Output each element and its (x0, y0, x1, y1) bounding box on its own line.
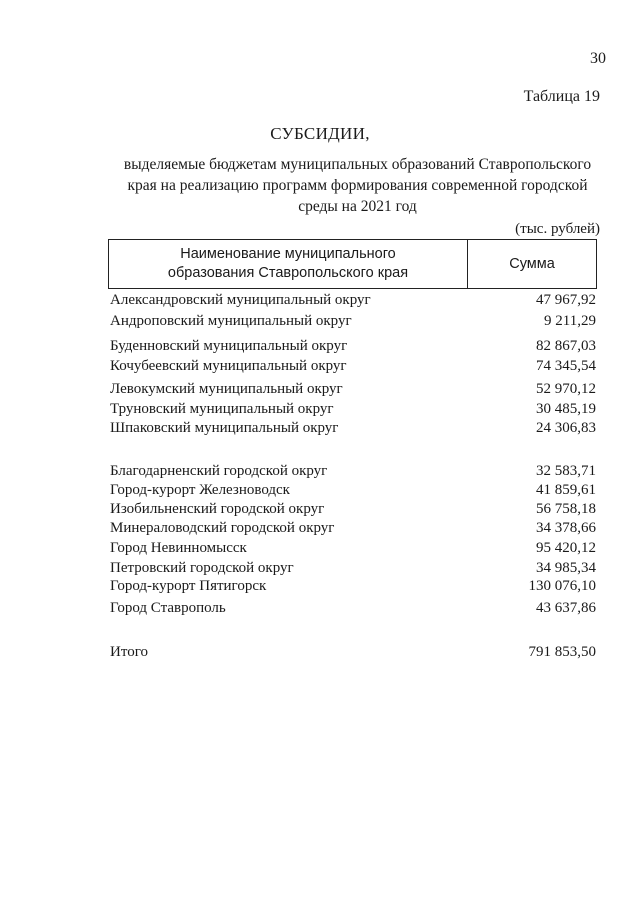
row-amount: 47 967,92 (536, 292, 596, 308)
row-name: Город-курорт Железноводск (110, 482, 290, 498)
row-name: Труновский муниципальный округ (110, 401, 334, 417)
row-amount: 95 420,12 (536, 540, 596, 556)
header-name-line2: образования Ставропольского края (167, 265, 409, 281)
table-label: Таблица 19 (523, 88, 600, 105)
table-row (110, 380, 596, 398)
table-row (110, 577, 596, 595)
row-amount: 52 970,12 (536, 381, 596, 397)
total-label: Итого (110, 644, 148, 660)
table-row (110, 462, 596, 480)
row-amount: 30 485,19 (536, 401, 596, 417)
row-name: Изобильненский городской округ (110, 501, 325, 517)
row-amount: 56 758,18 (536, 501, 596, 517)
table-row (110, 599, 596, 617)
header-sum-cell: Сумма (509, 256, 555, 272)
total-amount: 791 853,50 (528, 644, 596, 660)
document-title: СУБСИДИИ, (270, 124, 370, 143)
row-amount: 130 076,10 (528, 578, 596, 594)
row-name: Андроповский муниципальный округ (110, 313, 352, 329)
page-number: 30 (590, 50, 606, 67)
row-amount: 41 859,61 (536, 482, 596, 498)
header-name-cell (109, 240, 468, 288)
row-name: Александровский муниципальный округ (110, 292, 371, 308)
row-amount: 24 306,83 (536, 420, 596, 436)
table-row (110, 291, 596, 309)
row-name: Город Ставрополь (110, 600, 226, 616)
row-name: Минераловодский городской округ (110, 520, 335, 536)
row-name: Левокумский муниципальный округ (110, 381, 343, 397)
table-row (110, 559, 596, 577)
row-amount: 82 867,03 (536, 338, 596, 354)
row-name: Город-курорт Пятигорск (110, 578, 267, 594)
table-row (110, 357, 596, 375)
table-row (110, 312, 596, 330)
row-name: Петровский городской округ (110, 560, 294, 576)
row-name: Буденновский муниципальный округ (110, 338, 348, 354)
row-name: Город Невинномысск (110, 540, 247, 556)
row-amount: 34 378,66 (536, 520, 596, 536)
table-row (110, 337, 596, 355)
row-name: Шпаковский муниципальный округ (110, 420, 339, 436)
row-amount: 74 345,54 (536, 358, 596, 374)
table-row (110, 539, 596, 557)
table-row (110, 519, 596, 537)
row-name: Благодарненский городской округ (110, 463, 328, 479)
total-row (110, 643, 596, 661)
document-subtitle: выделяемые бюджетам муниципальных образований Ставропольского края на реализацию программ формирования современной городской среды на 2021 год (123, 156, 592, 215)
row-amount: 9 211,29 (544, 313, 596, 329)
row-amount: 43 637,86 (536, 600, 596, 616)
row-amount: 32 583,71 (536, 463, 596, 479)
table-row (110, 419, 596, 437)
units-label: (тыс. рублей) (515, 221, 600, 237)
table-row (110, 500, 596, 518)
table-header (108, 239, 597, 289)
header-name-line1: Наименование муниципального (180, 246, 396, 262)
row-amount: 34 985,34 (536, 560, 596, 576)
table-row (110, 400, 596, 418)
row-name: Кочубеевский муниципальный округ (110, 358, 347, 374)
table-row (110, 481, 596, 499)
